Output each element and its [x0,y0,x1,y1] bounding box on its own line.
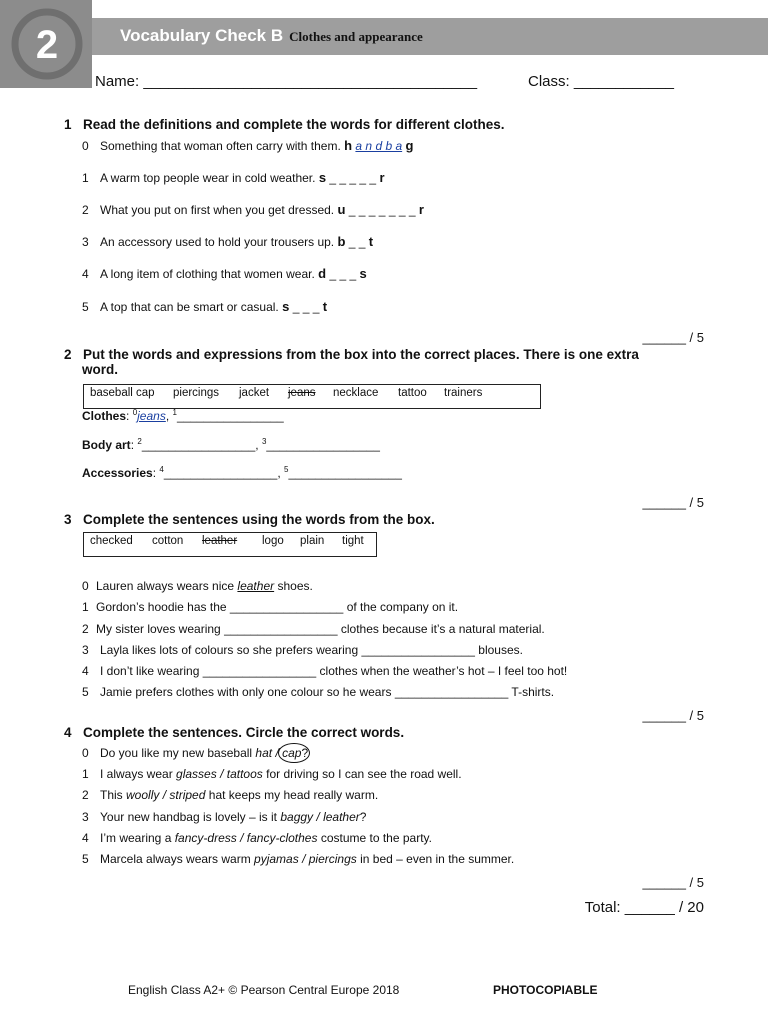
section4-heading [64,724,404,742]
word-end: s [359,266,367,281]
example-answer: jeans [137,409,166,423]
box-word-used: leather [202,535,238,547]
section2-score[interactable]: ______ / 5 [642,495,704,510]
option-separator: / [313,810,324,824]
sentence-start: Jamie prefers clothes with only one colour so he wears [100,685,392,699]
box-word: trainers [444,387,483,399]
sentence-start: Your new handbag is lovely – is it [100,810,277,824]
option-two[interactable]: fancy-clothes [246,831,318,845]
option-one[interactable]: woolly [126,788,160,802]
name-field[interactable]: Name: ________________________________________ [95,73,478,90]
s4-item-5[interactable] [82,852,514,866]
sentence-start: Layla likes lots of colours so she prefers wearing [100,643,359,657]
section-instruction: Complete the sentences. Circle the correct words. [82,725,405,740]
answer-blank[interactable]: _________________ [224,622,338,636]
item-number: 2 [82,788,89,802]
title-text: Vocabulary Check B [120,26,284,45]
sentence-end: blouses. [478,643,523,657]
item-number: 0 [82,139,89,153]
item-number: 5 [82,852,89,866]
section4-score[interactable]: ______ / 5 [642,875,704,890]
word-start: s [282,299,290,314]
box-word: cotton [152,535,184,547]
s4-item-3[interactable] [82,810,366,824]
blank-number: 2 [137,437,142,446]
clothes-row[interactable]: Clothes: $^0$jeans, $^1$________________ [82,408,284,423]
word-start: u [337,202,346,217]
sentence-start: Gordon’s hoodie has the [96,600,227,614]
answer-blank[interactable]: _________________ [163,466,278,480]
worksheet-title [120,26,423,46]
blank-number: 3 [261,437,267,446]
worksheet-subtitle: Clothes and appearance [289,29,423,44]
s1-item-5[interactable] [82,299,327,314]
option-one[interactable]: hat [255,746,273,760]
box-word: logo [262,535,284,547]
word-end: t [322,299,328,314]
unit-badge [0,0,92,88]
sentence-start: I don’t like wearing [100,664,200,678]
item-number: 0 [82,746,89,760]
item-number: 4 [82,831,89,845]
section-number: 3 [64,512,72,527]
sentence-start: I always wear [100,767,173,781]
sentence-end: hat keeps my head really warm. [208,788,379,802]
word-end: r [418,202,424,217]
section2-instruction-cont: word. [82,362,118,377]
s3-item-0 [82,579,313,593]
s3-item-5[interactable] [82,685,554,699]
section-instruction: Complete the sentences using the words from the box. [82,512,435,527]
box-word: jacket [239,387,270,399]
item-number: 3 [82,643,89,657]
option-two[interactable]: leather [323,810,360,824]
item-number: 4 [82,267,89,281]
footer-photocopiable: PHOTOCOPIABLE [493,983,598,997]
blank-number: 5 [283,465,289,474]
word-blanks[interactable]: _ _ _ [292,300,320,314]
section-instruction: Read the definitions and complete the words for different clothes. [82,117,505,132]
item-number: 4 [82,664,89,678]
section3-heading [64,511,435,529]
option-two[interactable]: piercings [308,852,357,866]
answer-blank[interactable]: _________________ [202,664,317,678]
category-label: Accessories [82,466,153,480]
sentence-start: Marcela always wears warm [100,852,251,866]
blank-number: 0 [132,408,138,417]
sentence-start: Do you like my new baseball [100,746,253,760]
s1-item-3[interactable] [82,234,373,249]
sentence-end: of the company on it. [346,600,459,614]
box-word: tight [342,535,364,547]
item-text: A top that can be smart or casual. [100,300,279,314]
header-bar [92,18,768,55]
item-number: 0 [82,579,89,593]
option-two[interactable]: tattoos [226,767,263,781]
item-text: A warm top people wear in cold weather. [100,171,316,185]
section-number: 1 [64,117,72,132]
sentence-end: ? [359,810,367,824]
section2-heading [64,346,639,364]
s3-item-2[interactable] [82,622,545,636]
sentence-end: in bed – even in the summer. [360,852,515,866]
sentence-start: I’m wearing a [100,831,172,845]
item-number: 1 [82,171,89,185]
word-end: t [368,234,374,249]
item-number: 2 [82,622,89,636]
s1-item-4[interactable] [82,266,367,281]
unit-circle-icon [0,0,92,88]
s1-item-0 [82,138,413,153]
box-word: plain [300,535,325,547]
sentence-end: for driving so I can see the road well. [266,767,462,781]
section1-score[interactable]: ______ / 5 [642,330,704,345]
word-start: d [318,266,327,281]
s1-item-2[interactable] [82,202,424,217]
option-two[interactable]: striped [169,788,206,802]
option-one[interactable]: glasses [176,767,217,781]
option-two-circled[interactable]: cap [282,746,302,760]
word-end: g [405,138,414,153]
blank-number: 4 [159,465,164,474]
s1-item-1[interactable] [82,170,385,185]
word-blanks[interactable]: _ _ [348,235,366,249]
section-number: 4 [64,725,72,740]
item-number: 1 [82,600,89,614]
answer-blank[interactable]: _________________ [141,438,256,452]
item-text: Something that woman often carry with them. [100,139,341,153]
unit-number: 2 [35,23,59,67]
word-start: b [337,234,346,249]
answer-blank[interactable]: _________________ [229,600,344,614]
answer-blank[interactable]: _________________ [361,643,475,657]
box-word: piercings [173,387,220,399]
section3-word-box [83,532,377,557]
item-number: 3 [82,810,89,824]
section3-score[interactable]: ______ / 5 [642,708,704,723]
s3-item-3[interactable] [82,643,523,657]
sentence-start: Lauren always wears nice [96,579,235,593]
word-blanks[interactable]: _ _ _ _ _ _ _ [348,203,416,217]
box-word: tattoo [398,387,427,399]
item-text: An accessory used to hold your trousers up. [100,235,335,249]
sentence-end: clothes when the weather’s hot – I feel too hot! [319,664,568,678]
word-start: s [318,170,327,185]
footer-copyright: English Class A2+ © Pearson Central Europe 2018 [128,983,400,997]
section-instruction: Put the words and expressions from the box into the correct places. There is one extra [82,347,639,362]
option-separator: / [272,746,283,760]
item-number: 5 [82,300,89,314]
s4-item-2[interactable] [82,788,378,802]
section2-word-box [83,384,541,409]
sentence-end: T-shirts. [511,685,555,699]
box-word-used: jeans [288,387,316,399]
box-word: checked [90,535,133,547]
option-one[interactable]: baggy [280,810,314,824]
s4-item-1[interactable] [82,767,462,781]
total-score[interactable]: Total: ______ / 20 [584,899,704,916]
word-blanks[interactable]: _ _ _ _ _ [329,171,377,185]
option-separator: / [298,852,309,866]
item-text: What you put on first when you get dressed. [100,203,335,217]
sentence-start: My sister loves wearing [96,622,221,636]
item-text: A long item of clothing that women wear. [100,267,315,281]
answer-blank[interactable]: _________________ [394,685,509,699]
box-word: necklace [333,387,379,399]
example-answer: leather [237,579,275,593]
sentence-end: ? [301,746,309,760]
option-separator: / [159,788,170,802]
blank-number: 1 [172,408,177,417]
accessories-row[interactable]: Accessories: $^4$_________________, $^5$_________________ [82,465,402,480]
category-label: Clothes [82,409,127,423]
box-word: baseball cap [90,387,155,399]
answer-blank[interactable]: _________________ [288,466,402,480]
s4-item-0 [82,746,308,760]
s3-item-1[interactable] [82,600,458,614]
class-field[interactable]: Class: ____________ [528,73,674,90]
option-separator: / [236,831,247,845]
sentence-end: costume to the party. [320,831,432,845]
s4-item-4[interactable] [82,831,432,845]
option-one[interactable]: fancy-dress [174,831,237,845]
bodyart-row[interactable]: Body art: $^2$_________________, $^3$_________________ [82,437,380,452]
word-start: h [344,138,353,153]
option-one[interactable]: pyjamas [254,852,299,866]
section1-heading [64,116,505,134]
sentence-end: clothes because it’s a natural material. [340,622,545,636]
item-number: 1 [82,767,89,781]
sentence-start: This [100,788,123,802]
word-end: r [379,170,385,185]
s3-item-4[interactable] [82,664,567,678]
word-blanks[interactable]: _ _ _ [329,267,357,281]
sentence-end: shoes. [277,579,313,593]
answer-blank[interactable]: _________________ [266,438,380,452]
section-number: 2 [64,347,72,362]
item-number: 5 [82,685,89,699]
item-number: 3 [82,235,89,249]
answer-blank[interactable]: ________________ [176,409,284,423]
option-separator: / [216,767,227,781]
item-number: 2 [82,203,89,217]
category-label: Body art [82,438,131,452]
example-answer: a n d b a [355,139,403,153]
